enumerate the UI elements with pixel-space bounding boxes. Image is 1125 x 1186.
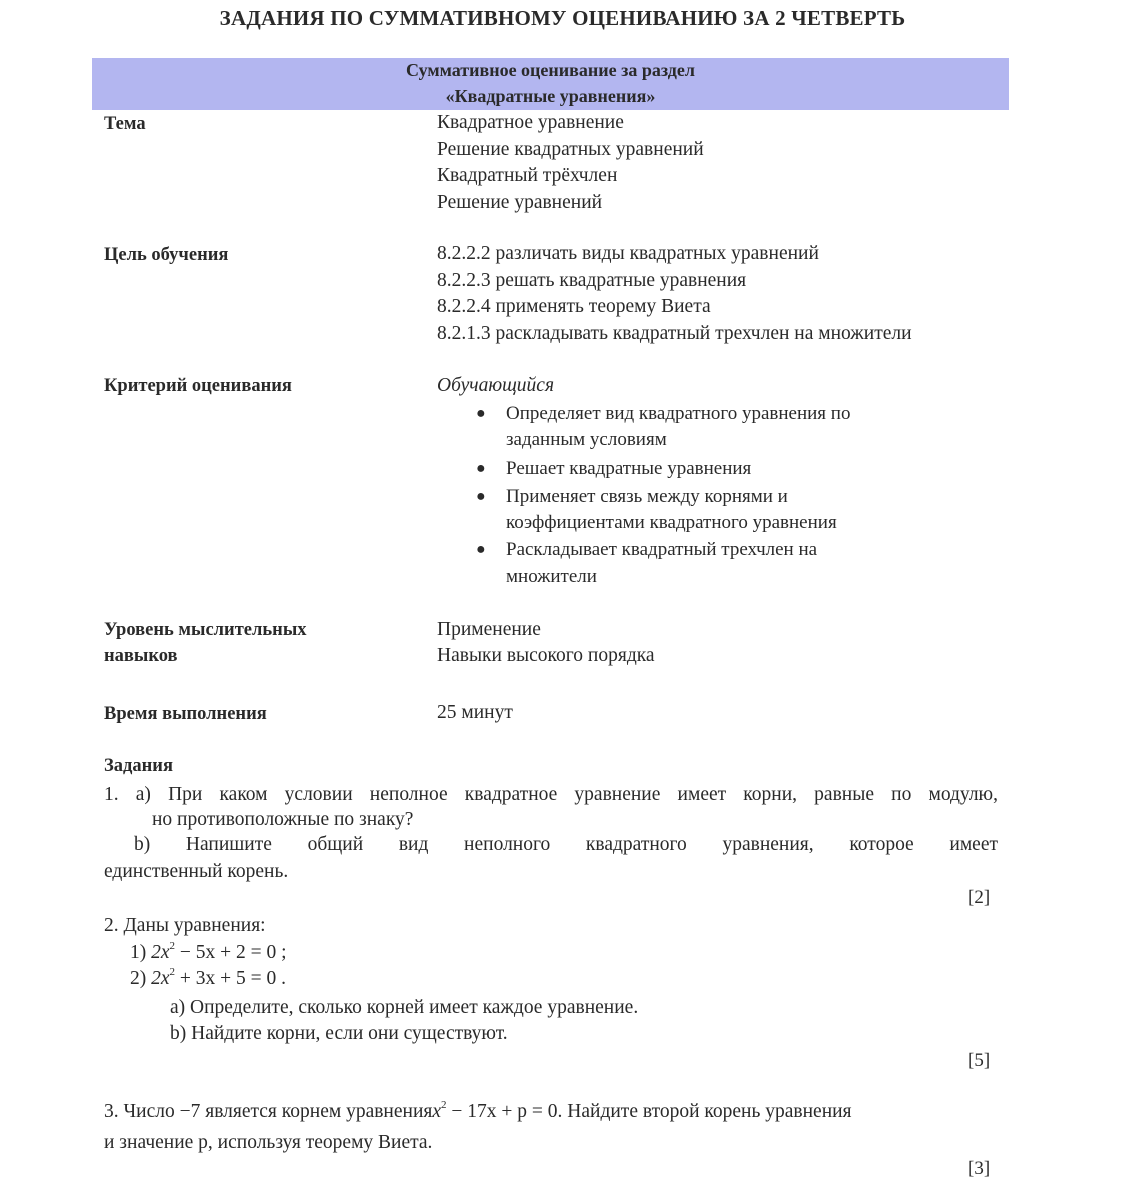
time-label: Время выполнения	[104, 704, 267, 724]
time-value: 25 минут	[437, 702, 513, 723]
topic-value: Решение квадратных уравнений	[437, 139, 704, 160]
goal-value: 8.2.2.3 решать квадратные уравнения	[437, 270, 747, 291]
task3-line1: 3. Число −7 является корнем уравненияx$^2$ − 17x + p = 0. Найдите второй корень уравнения	[104, 1099, 852, 1122]
bullet-icon: ●	[476, 405, 486, 422]
criteria-intro: Обучающийся	[437, 375, 555, 396]
task2-intro: 2. Даны уравнения:	[104, 915, 266, 936]
page-title: ЗАДАНИЯ ПО СУММАТИВНОМУ ОЦЕНИВАНИЮ ЗА 2 ЧЕТВЕРТЬ	[219, 6, 906, 30]
topic-value: Решение уравнений	[437, 192, 603, 213]
task2-eq1: 1) $2x^2 - 5x + 2 = 0$ ;	[130, 940, 287, 963]
criteria-bullet-cont: заданным условиям	[506, 429, 667, 450]
task1-a: 1. а) При каком условии неполное квадратное уравнение имеет корни, равные по модулю,	[104, 784, 998, 805]
task2-eq2: 2) $2x^2 + 3x + 5 = 0$ .	[130, 966, 287, 989]
criteria-bullet: Раскладывает квадратный трехчлен на	[506, 539, 818, 560]
task1-b-cont: единственный корень.	[104, 861, 289, 882]
task2-a: а) Определите, сколько корней имеет каждое уравнение.	[170, 997, 639, 1018]
task1-score: [2]	[968, 887, 991, 908]
criteria-bullet-cont: коэффициентами квадратного уравнения	[506, 512, 837, 533]
task1-a-cont: но противоположные по знаку?	[152, 809, 414, 830]
criteria-label: Критерий оценивания	[104, 376, 292, 396]
goal-label: Цель обучения	[104, 245, 229, 265]
task1-b: b) Напишите общий вид неполного квадратного уравнения, которое имеет	[134, 834, 998, 855]
criteria-bullet: Применяет связь между корнями и	[506, 486, 788, 507]
task2-score: [5]	[968, 1050, 991, 1071]
topic-value: Квадратный трёхчлен	[437, 165, 618, 186]
level-label: навыков	[104, 646, 178, 666]
section-header-line2: «Квадратные уравнения»	[445, 86, 656, 106]
goal-value: 8.2.2.2 различать виды квадратных уравнений	[437, 243, 819, 264]
criteria-bullet: Определяет вид квадратного уравнения по	[506, 403, 851, 424]
goal-value: 8.2.1.3 раскладывать квадратный трехчлен на множители	[437, 323, 912, 344]
criteria-bullet: Решает квадратные уравнения	[506, 458, 752, 479]
section-header-line1: Суммативное оценивание за раздел	[406, 60, 695, 80]
task3-score: [3]	[968, 1158, 991, 1179]
criteria-bullet-cont: множители	[506, 566, 597, 587]
bullet-icon: ●	[476, 541, 486, 558]
tasks-heading: Задания	[104, 756, 173, 776]
topic-label: Тема	[104, 114, 146, 134]
level-value: Применение	[437, 619, 541, 640]
level-value: Навыки высокого порядка	[437, 645, 655, 666]
level-label: Уровень мыслительных	[104, 620, 307, 640]
topic-value: Квадратное уравнение	[437, 112, 624, 133]
bullet-icon: ●	[476, 488, 486, 505]
task3-line2: и значение p, используя теорему Виета.	[104, 1132, 433, 1153]
task2-b: b) Найдите корни, если они существуют.	[170, 1023, 508, 1044]
bullet-icon: ●	[476, 460, 486, 477]
goal-value: 8.2.2.4 применять теорему Виета	[437, 296, 711, 317]
